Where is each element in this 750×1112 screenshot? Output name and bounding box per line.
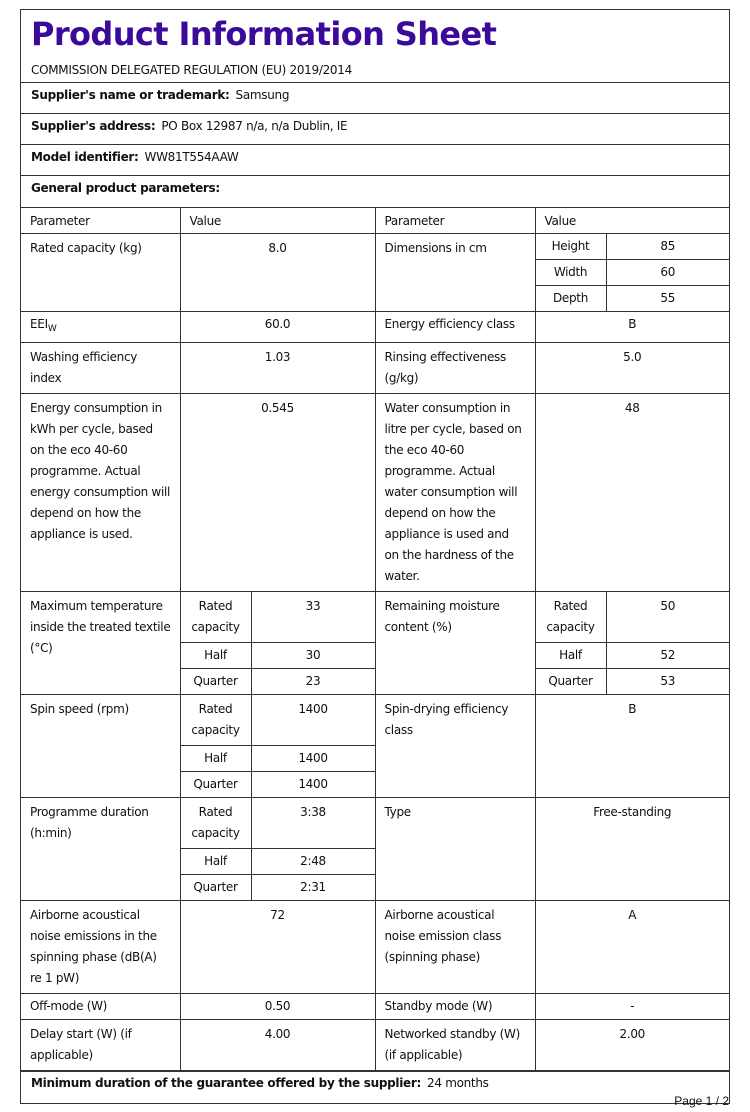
rated-capacity-value: 8.0 bbox=[180, 234, 375, 312]
max-temp-rated-value: 33 bbox=[251, 592, 375, 643]
moisture-quarter-value: 53 bbox=[606, 669, 729, 695]
noise-emissions-label: Airborne acoustical noise emissions in the spinning phase (dB(A) re 1 pW) bbox=[21, 901, 180, 994]
supplier-address-label: Supplier's address: bbox=[31, 119, 156, 133]
spin-speed-rated-label: Rated capacity bbox=[180, 695, 251, 746]
general-parameters-row bbox=[21, 175, 729, 207]
washing-efficiency-label: Washing efficiency index bbox=[21, 343, 180, 394]
model-identifier-label: Model identifier: bbox=[31, 150, 139, 164]
water-consumption-value: 48 bbox=[535, 394, 729, 592]
water-consumption-label: Water consumption in litre per cycle, based on the eco 40-60 programme. Actual water consumption will depend on how the appliance is used and on the hardness of the water. bbox=[375, 394, 535, 592]
max-temperature-label: Maximum temperature inside the treated textile (°C) bbox=[21, 592, 180, 695]
noise-class-label: Airborne acoustical noise emission class (spinning phase) bbox=[375, 901, 535, 994]
table-row bbox=[21, 592, 729, 643]
general-parameters-label: General product parameters: bbox=[31, 181, 220, 195]
dimension-depth-label: Depth bbox=[535, 286, 606, 312]
spin-speed-quarter-value: 1400 bbox=[251, 772, 375, 798]
type-value: Free-standing bbox=[535, 798, 729, 901]
moisture-rated-value: 50 bbox=[606, 592, 729, 643]
dimension-depth-value: 55 bbox=[606, 286, 729, 312]
duration-rated-label: Rated capacity bbox=[180, 798, 251, 849]
duration-half-label: Half bbox=[180, 849, 251, 875]
moisture-half-label: Half bbox=[535, 643, 606, 669]
max-temp-half-value: 30 bbox=[251, 643, 375, 669]
duration-rated-value: 3:38 bbox=[251, 798, 375, 849]
networked-standby-label: Networked standby (W) (if applicable) bbox=[375, 1020, 535, 1071]
table-row bbox=[21, 394, 729, 592]
table-row bbox=[21, 234, 729, 260]
delay-start-value: 4.00 bbox=[180, 1020, 375, 1071]
noise-emissions-value: 72 bbox=[180, 901, 375, 994]
supplier-name-row bbox=[21, 82, 729, 113]
moisture-quarter-label: Quarter bbox=[535, 669, 606, 695]
duration-quarter-label: Quarter bbox=[180, 875, 251, 901]
delay-start-label: Delay start (W) (if applicable) bbox=[21, 1020, 180, 1071]
model-identifier-row bbox=[21, 144, 729, 175]
eei-value: 60.0 bbox=[180, 312, 375, 343]
table-row bbox=[21, 343, 729, 394]
table-row bbox=[21, 695, 729, 746]
type-label: Type bbox=[375, 798, 535, 901]
washing-efficiency-value: 1.03 bbox=[180, 343, 375, 394]
guarantee-label: Minimum duration of the guarantee offered by the supplier: bbox=[31, 1076, 422, 1090]
spin-speed-half-value: 1400 bbox=[251, 746, 375, 772]
programme-duration-label: Programme duration (h:min) bbox=[21, 798, 180, 901]
dimension-height-value: 85 bbox=[606, 234, 729, 260]
energy-class-label: Energy efficiency class bbox=[375, 312, 535, 343]
energy-class-value: B bbox=[535, 312, 729, 343]
moisture-half-value: 52 bbox=[606, 643, 729, 669]
table-row bbox=[21, 798, 729, 849]
supplier-name-label: Supplier's name or trademark: bbox=[31, 88, 230, 102]
eei-label bbox=[21, 312, 180, 343]
spin-drying-class-value: B bbox=[535, 695, 729, 798]
duration-quarter-value: 2:31 bbox=[251, 875, 375, 901]
standby-mode-value: - bbox=[535, 994, 729, 1020]
noise-class-value: A bbox=[535, 901, 729, 994]
guarantee-row bbox=[21, 1071, 729, 1103]
dimensions-label: Dimensions in cm bbox=[375, 234, 535, 312]
standby-mode-label: Standby mode (W) bbox=[375, 994, 535, 1020]
product-information-sheet bbox=[20, 9, 730, 1104]
spin-drying-class-label: Spin-drying efficiency class bbox=[375, 695, 535, 798]
page-title: Product Information Sheet bbox=[31, 15, 497, 53]
parameters-table bbox=[21, 207, 729, 1071]
spin-speed-rated-value: 1400 bbox=[251, 695, 375, 746]
header-value-left: Value bbox=[180, 208, 375, 234]
spin-speed-quarter-label: Quarter bbox=[180, 772, 251, 798]
rinsing-effectiveness-label: Rinsing effectiveness (g/kg) bbox=[375, 343, 535, 394]
table-row bbox=[21, 901, 729, 994]
dimension-width-value: 60 bbox=[606, 260, 729, 286]
table-row bbox=[21, 312, 729, 343]
remaining-moisture-label: Remaining moisture content (%) bbox=[375, 592, 535, 695]
energy-consumption-label: Energy consumption in kWh per cycle, based on the eco 40-60 programme. Actual energy consumption will depend on how the appliance is used. bbox=[21, 394, 180, 592]
table-row bbox=[21, 1020, 729, 1071]
max-temp-quarter-value: 23 bbox=[251, 669, 375, 695]
eei-label-text: EEI bbox=[30, 317, 48, 331]
off-mode-value: 0.50 bbox=[180, 994, 375, 1020]
rated-capacity-label: Rated capacity (kg) bbox=[21, 234, 180, 312]
header-parameter-right: Parameter bbox=[375, 208, 535, 234]
eei-label-subscript: W bbox=[47, 324, 57, 334]
table-header-row bbox=[21, 208, 729, 234]
page-indicator: Page 1 / 2 bbox=[674, 1094, 729, 1108]
header-parameter-left: Parameter bbox=[21, 208, 180, 234]
rinsing-effectiveness-value: 5.0 bbox=[535, 343, 729, 394]
header-value-right: Value bbox=[535, 208, 729, 234]
max-temp-half-label: Half bbox=[180, 643, 251, 669]
guarantee-value: 24 months bbox=[427, 1076, 489, 1090]
supplier-address-row bbox=[21, 113, 729, 144]
moisture-rated-label: Rated capacity bbox=[535, 592, 606, 643]
dimension-width-label: Width bbox=[535, 260, 606, 286]
regulation-reference: COMMISSION DELEGATED REGULATION (EU) 2019/2014 bbox=[31, 63, 352, 77]
model-identifier-value: WW81T554AAW bbox=[144, 150, 239, 164]
max-temp-rated-label: Rated capacity bbox=[180, 592, 251, 643]
table-row bbox=[21, 994, 729, 1020]
dimension-height-label: Height bbox=[535, 234, 606, 260]
supplier-name-value: Samsung bbox=[235, 88, 290, 102]
spin-speed-half-label: Half bbox=[180, 746, 251, 772]
supplier-address-value: PO Box 12987 n/a, n/a Dublin, IE bbox=[161, 119, 348, 133]
off-mode-label: Off-mode (W) bbox=[21, 994, 180, 1020]
spin-speed-label: Spin speed (rpm) bbox=[21, 695, 180, 798]
duration-half-value: 2:48 bbox=[251, 849, 375, 875]
max-temp-quarter-label: Quarter bbox=[180, 669, 251, 695]
energy-consumption-value: 0.545 bbox=[180, 394, 375, 592]
networked-standby-value: 2.00 bbox=[535, 1020, 729, 1071]
